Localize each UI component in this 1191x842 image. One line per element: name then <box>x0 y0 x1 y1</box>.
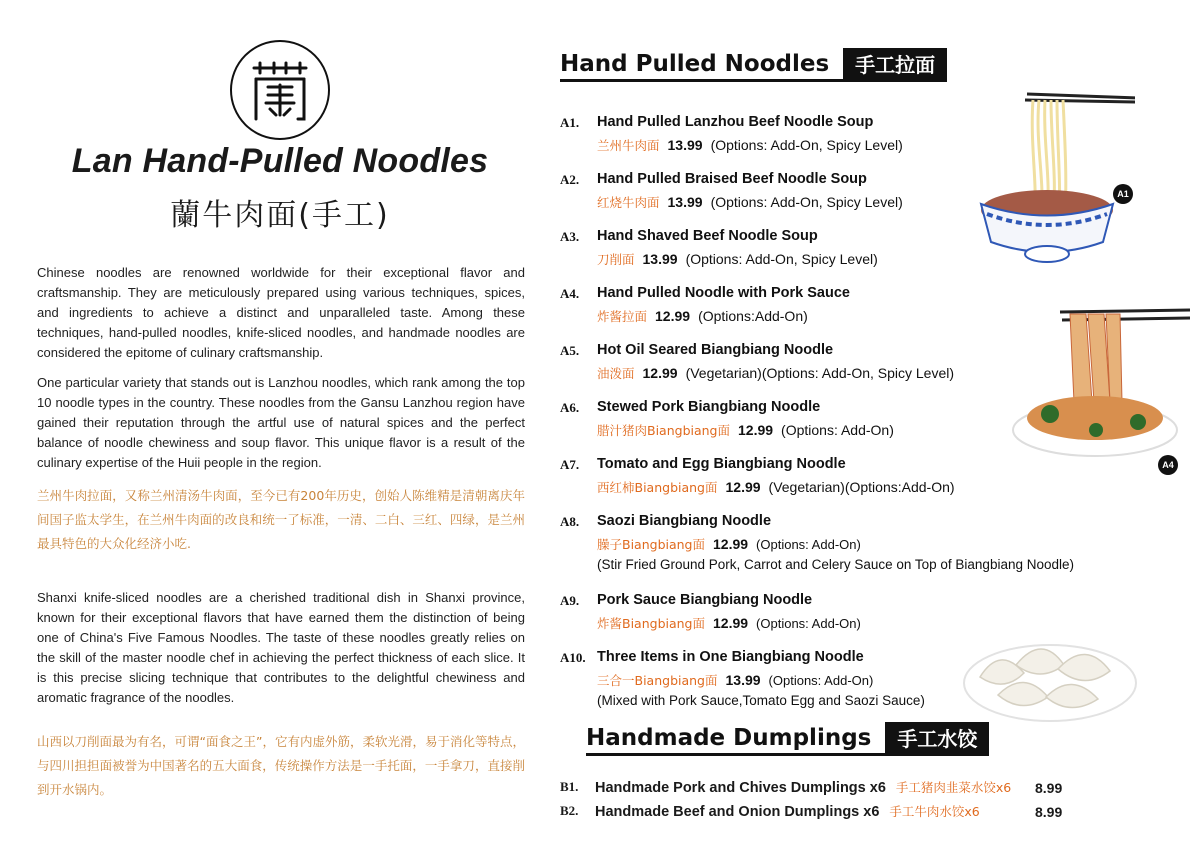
item-code: A7. <box>560 457 580 472</box>
item-options: (Options: Add-On, Spicy Level) <box>710 137 903 153</box>
item-note: (Stir Fried Ground Pork, Carrot and Celery Sauce on Top of Biangbiang Noodle) <box>597 557 1075 572</box>
dumplings-heading-cn: 手工水饺 <box>885 722 989 756</box>
item-name-cn: 油泼面 <box>597 366 635 381</box>
item-price: 8.99 <box>1035 804 1063 820</box>
item-price: 12.99 <box>713 536 749 552</box>
item-price: 13.99 <box>667 137 703 153</box>
intro-paragraph-cn-1: 兰州牛肉拉面，又称兰州清汤牛肉面，至今已有200年历史，创始人陈维精是清朝离庆年间国子监太学生，在兰州牛肉面的改良和统一了标准，一清、二白、三红、四绿，是兰州最具特色的大众化经济小吃. <box>37 488 525 551</box>
item-name-cn: 炸酱Biangbiang面 <box>597 616 705 631</box>
item-code: A8. <box>560 514 580 529</box>
item-details <box>597 136 903 154</box>
brand-logo <box>230 40 330 140</box>
item-code: A3. <box>560 229 580 244</box>
item-name-en: Handmade Pork and Chives Dumplings x6 <box>595 780 886 796</box>
item-price: 12.99 <box>642 365 678 381</box>
item-name-cn: 刀削面 <box>597 252 635 267</box>
item-code: A5. <box>560 343 580 358</box>
beef-noodle-soup-photo <box>975 92 1135 272</box>
brand-title-cn: 蘭牛肉面(手工) <box>170 198 390 233</box>
dumpling-item <box>560 778 1080 798</box>
item-options: (Options: Add-On) <box>768 673 874 688</box>
item-name-en: Handmade Beef and Onion Dumplings x6 <box>595 804 880 820</box>
item-details <box>597 614 861 632</box>
item-name <box>595 778 1011 796</box>
item-name: Hot Oil Seared Biangbiang Noodle <box>597 342 834 358</box>
item-name-cn: 臊子Biangbiang面 <box>597 537 705 552</box>
item-name-cn: 三合一Biangbiang面 <box>597 673 718 688</box>
item-name: Three Items in One Biangbiang Noodle <box>597 649 864 665</box>
dumplings-heading <box>586 722 989 756</box>
dumpling-item <box>560 802 1080 822</box>
item-name-cn: 兰州牛肉面 <box>597 138 660 153</box>
item-price: 13.99 <box>667 194 703 210</box>
item-code: A1. <box>560 115 580 130</box>
item-details <box>597 421 894 439</box>
item-options: (Options:Add-On) <box>698 308 808 324</box>
item-name-cn: 红烧牛肉面 <box>597 195 660 210</box>
item-details <box>597 535 861 553</box>
item-code: A10. <box>560 650 586 665</box>
item-details <box>597 671 873 689</box>
photo-badge-a1: A1 <box>1113 184 1133 204</box>
intro-paragraph-1: Chinese noodles are renowned worldwide for their exceptional flavor and craftsmanship. They are meticulously prepared using various techniques, spices, and ingredients to achieve a distinct and unparalleled taste. Among these techniques, hand-pulled noodles, knife-sliced noodles, and handmade noodles are considered the epitome of culinary craftsmanship. <box>37 265 525 360</box>
photo-badge-a4: A4 <box>1158 455 1178 475</box>
item-details <box>597 193 903 211</box>
item-code: A9. <box>560 593 580 608</box>
item-name-cn: 西红柿Biangbiang面 <box>597 480 718 495</box>
item-code: A2. <box>560 172 580 187</box>
intro-paragraph-3: Shanxi knife-sliced noodles are a cherished traditional dish in Shanxi province, known for their exceptional flavors that have earned them the distinction of being one of China's Five Famous Noodles. The taste of these noodles greatly relies on the skill of the master noodle chef in achieving the perfect thickness of each slice. It is this precise slicing technique that contributes to the delightful chewiness and aromatic fragrance of the noodles. <box>37 590 525 705</box>
item-name: Stewed Pork Biangbiang Noodle <box>597 399 821 415</box>
item-price: 12.99 <box>713 615 749 631</box>
item-options: (Vegetarian)(Options: Add-On, Spicy Level) <box>685 365 955 381</box>
item-note: (Mixed with Pork Sauce,Tomato Egg and Saozi Sauce) <box>597 693 925 708</box>
dumplings-heading-en: Handmade Dumplings <box>586 723 885 756</box>
brand-title: Lan Hand-Pulled Noodles <box>71 142 489 180</box>
item-details <box>597 478 955 496</box>
intro-paragraph-2: One particular variety that stands out is Lanzhou noodles, which rank among the top 10 noodle types in the country. These noodles from the Gansu Lanzhou region have gained their reputation through the artful use of natural spices and the perfect balance of noodle chewiness and soup flavor. This unique flavor is a result of the culinary expertise of the Huii people in the region. <box>37 375 525 470</box>
item-options: (Vegetarian)(Options:Add-On) <box>768 479 955 495</box>
item-options: (Options: Add-On, Spicy Level) <box>685 251 878 267</box>
item-details <box>597 250 878 268</box>
noodles-heading-cn: 手工拉面 <box>843 48 947 82</box>
item-name: Hand Shaved Beef Noodle Soup <box>597 228 818 244</box>
item-price: 13.99 <box>642 251 678 267</box>
noodles-heading-en: Hand Pulled Noodles <box>560 49 843 82</box>
item-details <box>597 364 954 382</box>
item-name <box>595 802 980 820</box>
item-name: Saozi Biangbiang Noodle <box>597 513 772 529</box>
item-code: B2. <box>560 803 579 818</box>
item-price: 12.99 <box>655 308 691 324</box>
dumplings-photo <box>960 625 1140 725</box>
item-name: Tomato and Egg Biangbiang Noodle <box>597 456 846 472</box>
item-name: Hand Pulled Noodle with Pork Sauce <box>597 285 850 301</box>
item-code: A4. <box>560 286 580 301</box>
biangbiang-noodle-photo <box>1010 292 1190 472</box>
item-options: (Options: Add-On) <box>756 537 861 552</box>
item-options: (Options: Add-On, Spicy Level) <box>710 194 903 210</box>
intro-paragraph-cn-2: 山西以刀削面最为有名，可谓“面食之王”，它有内虚外筋，柔软光滑，易于消化等特点，与四川担担面被誉为中国著名的五大面食，传统操作方法是一手托面，一手拿刀，直接削到开水锅内。 <box>37 734 525 797</box>
noodles-heading <box>560 48 947 82</box>
item-name-cn: 手工牛肉水饺x6 <box>889 804 980 819</box>
lan-logo-icon <box>250 55 310 125</box>
item-price: 13.99 <box>725 672 761 688</box>
item-code: A6. <box>560 400 580 415</box>
item-options: (Options: Add-On) <box>756 616 861 631</box>
item-details <box>597 307 808 325</box>
item-name-cn: 手工猪肉韭菜水饺x6 <box>895 780 1012 795</box>
item-name-cn: 腊汁猪肉Biangbiang面 <box>597 423 730 438</box>
item-name: Hand Pulled Braised Beef Noodle Soup <box>597 171 867 187</box>
item-price: 12.99 <box>725 479 761 495</box>
item-options: (Options: Add-On) <box>781 422 894 438</box>
item-name-cn: 炸酱拉面 <box>597 309 648 324</box>
item-name: Pork Sauce Biangbiang Noodle <box>597 592 813 608</box>
item-price: 12.99 <box>738 422 774 438</box>
item-name: Hand Pulled Lanzhou Beef Noodle Soup <box>597 114 874 130</box>
item-code: B1. <box>560 779 579 794</box>
item-price: 8.99 <box>1035 780 1063 796</box>
